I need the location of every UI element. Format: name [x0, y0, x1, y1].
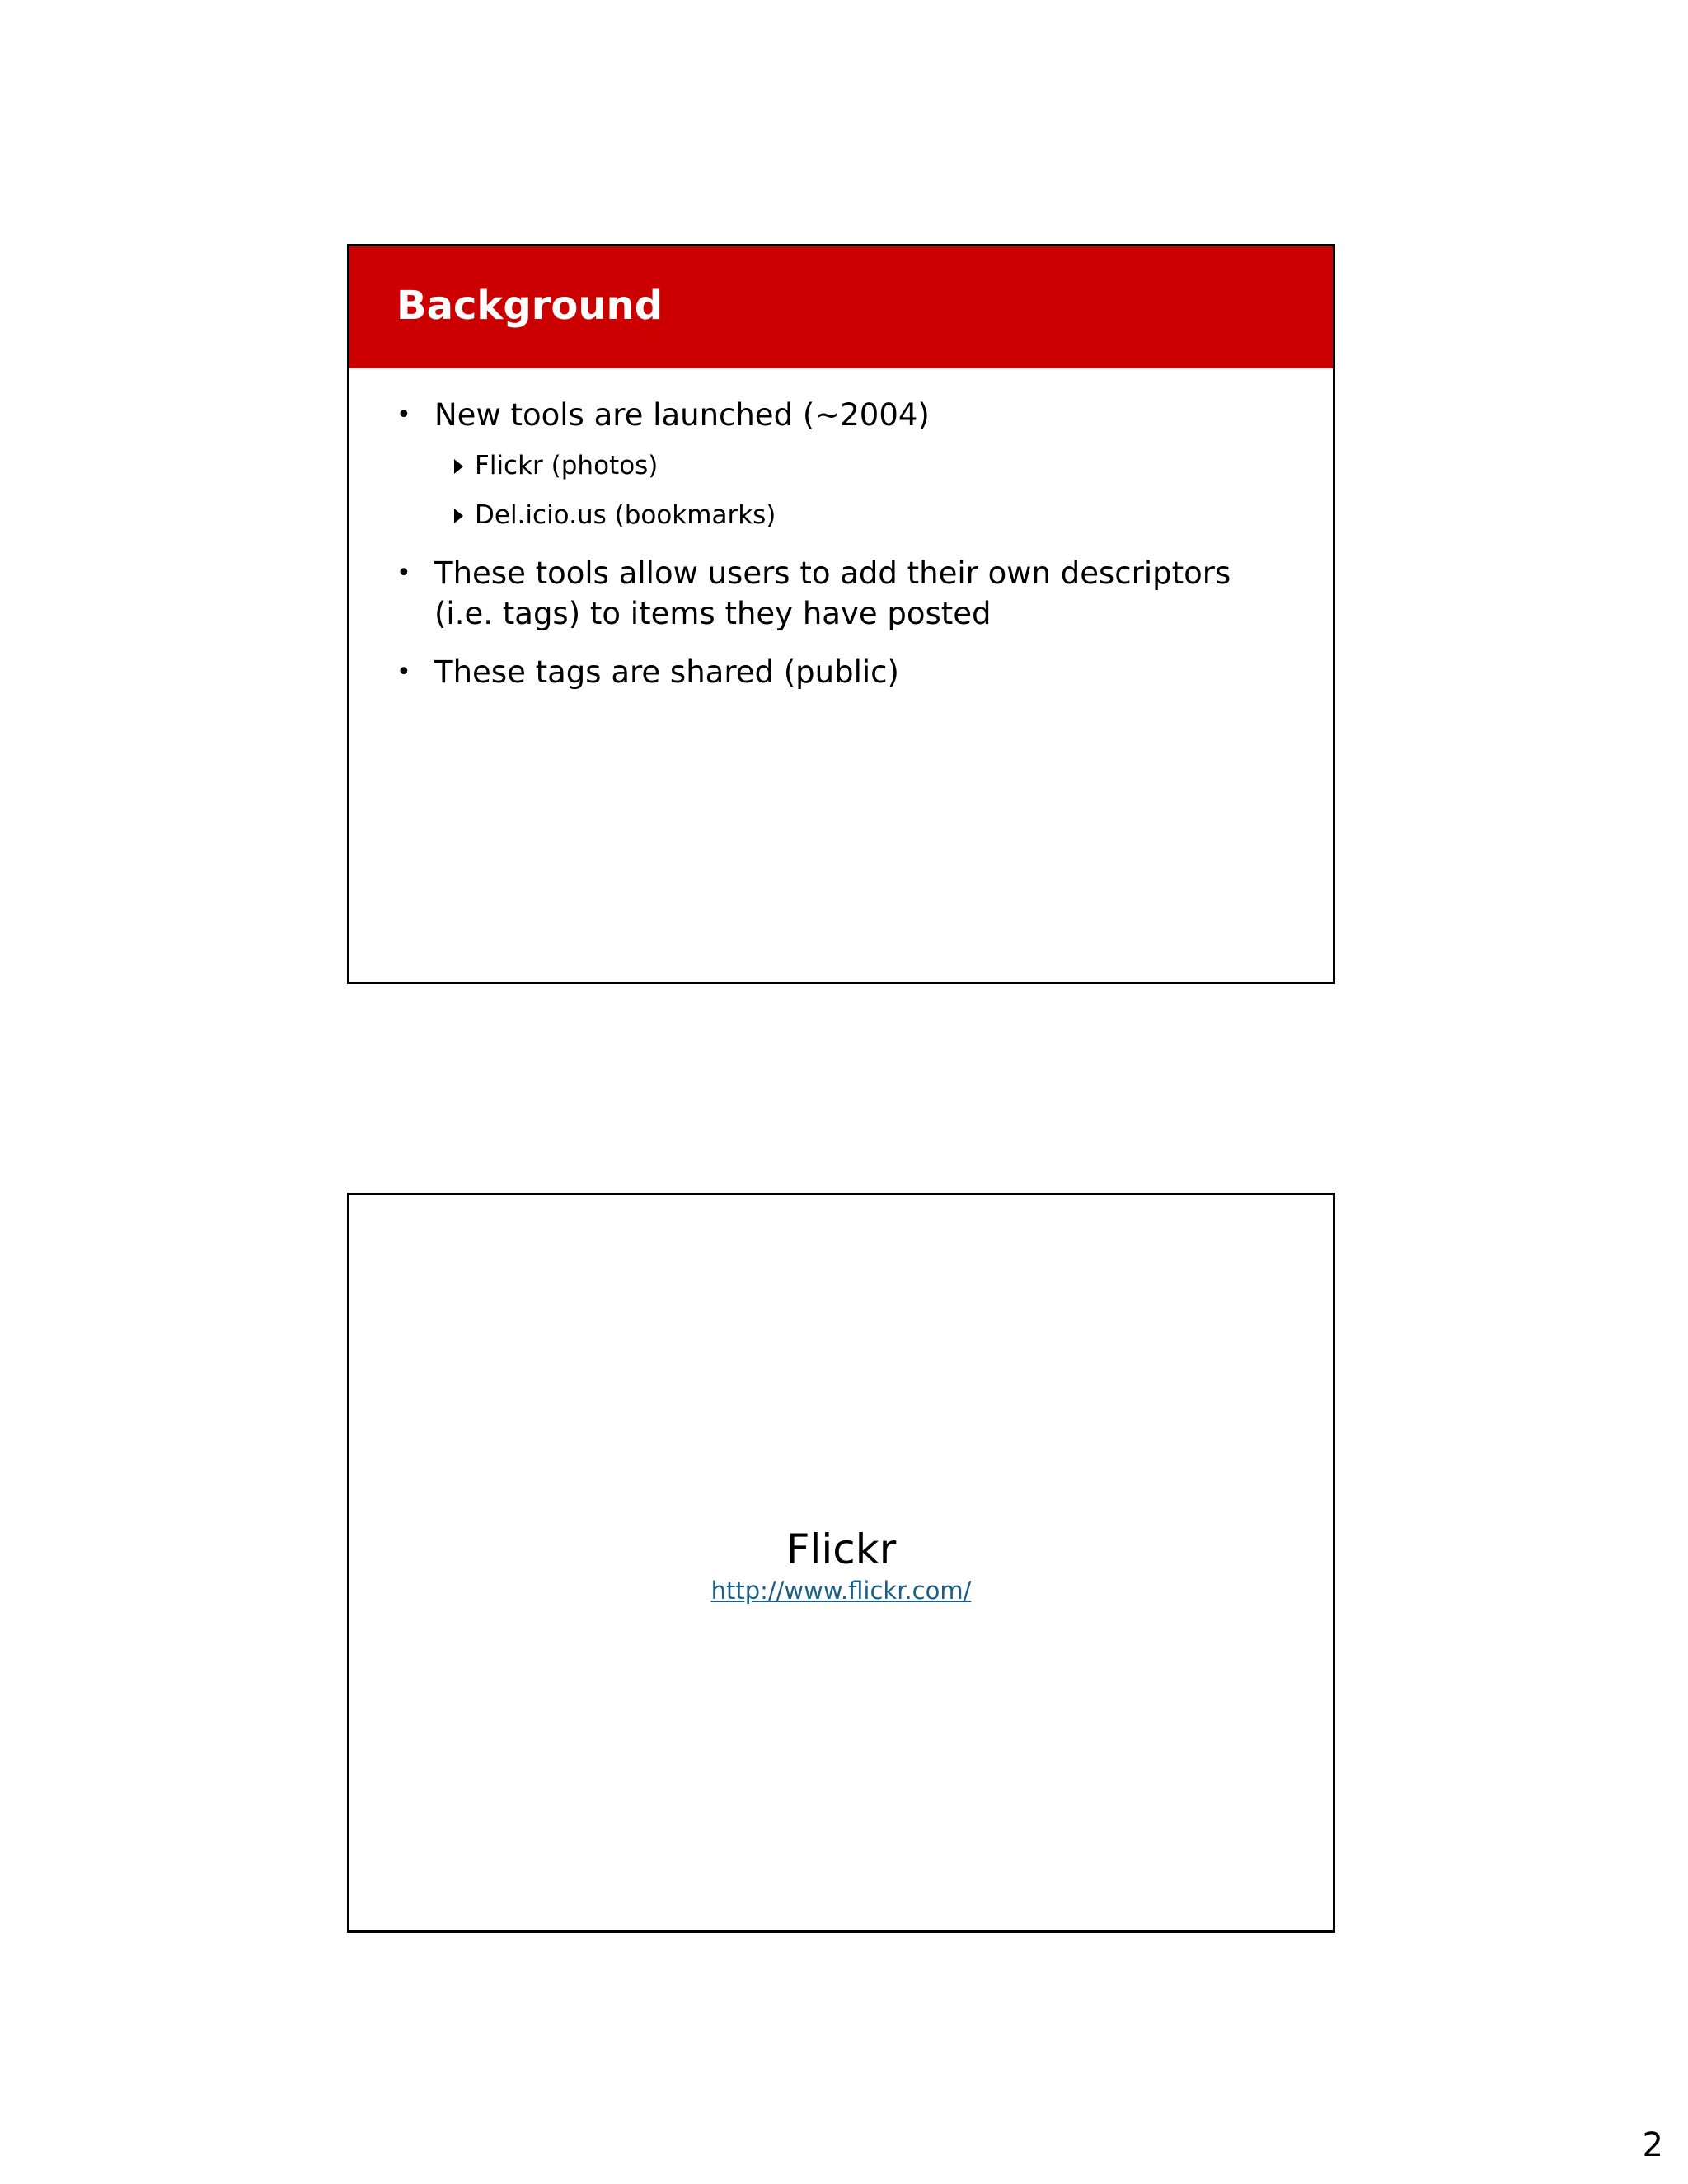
bullet-icon: • [396, 559, 411, 588]
slide-title-bar [349, 246, 1333, 368]
bullet-text: (i.e. tags) to items they have posted [434, 596, 992, 631]
triangle-bullet-icon [454, 509, 463, 523]
flickr-link[interactable]: http://www.flickr.com/ [710, 1577, 972, 1605]
bullet-icon: • [396, 658, 411, 687]
sub-bullet-text: Del.icio.us (bookmarks) [475, 500, 776, 530]
slide-title: Flickr [785, 1526, 897, 1573]
triangle-bullet-icon [454, 459, 463, 474]
bullet-text: These tags are shared (public) [434, 654, 899, 690]
page-number: 2 [1642, 2126, 1663, 2164]
slide-background [347, 244, 1335, 984]
bullet-text: New tools are launched (~2004) [434, 397, 930, 433]
link-container [349, 1576, 1333, 1605]
bullet-icon: • [396, 401, 411, 429]
slide-flickr [347, 1193, 1335, 1933]
slide-title: Background [396, 283, 663, 329]
sub-bullet-text: Flickr (photos) [475, 451, 659, 480]
bullet-text: These tools allow users to add their own descriptors [434, 555, 1231, 591]
